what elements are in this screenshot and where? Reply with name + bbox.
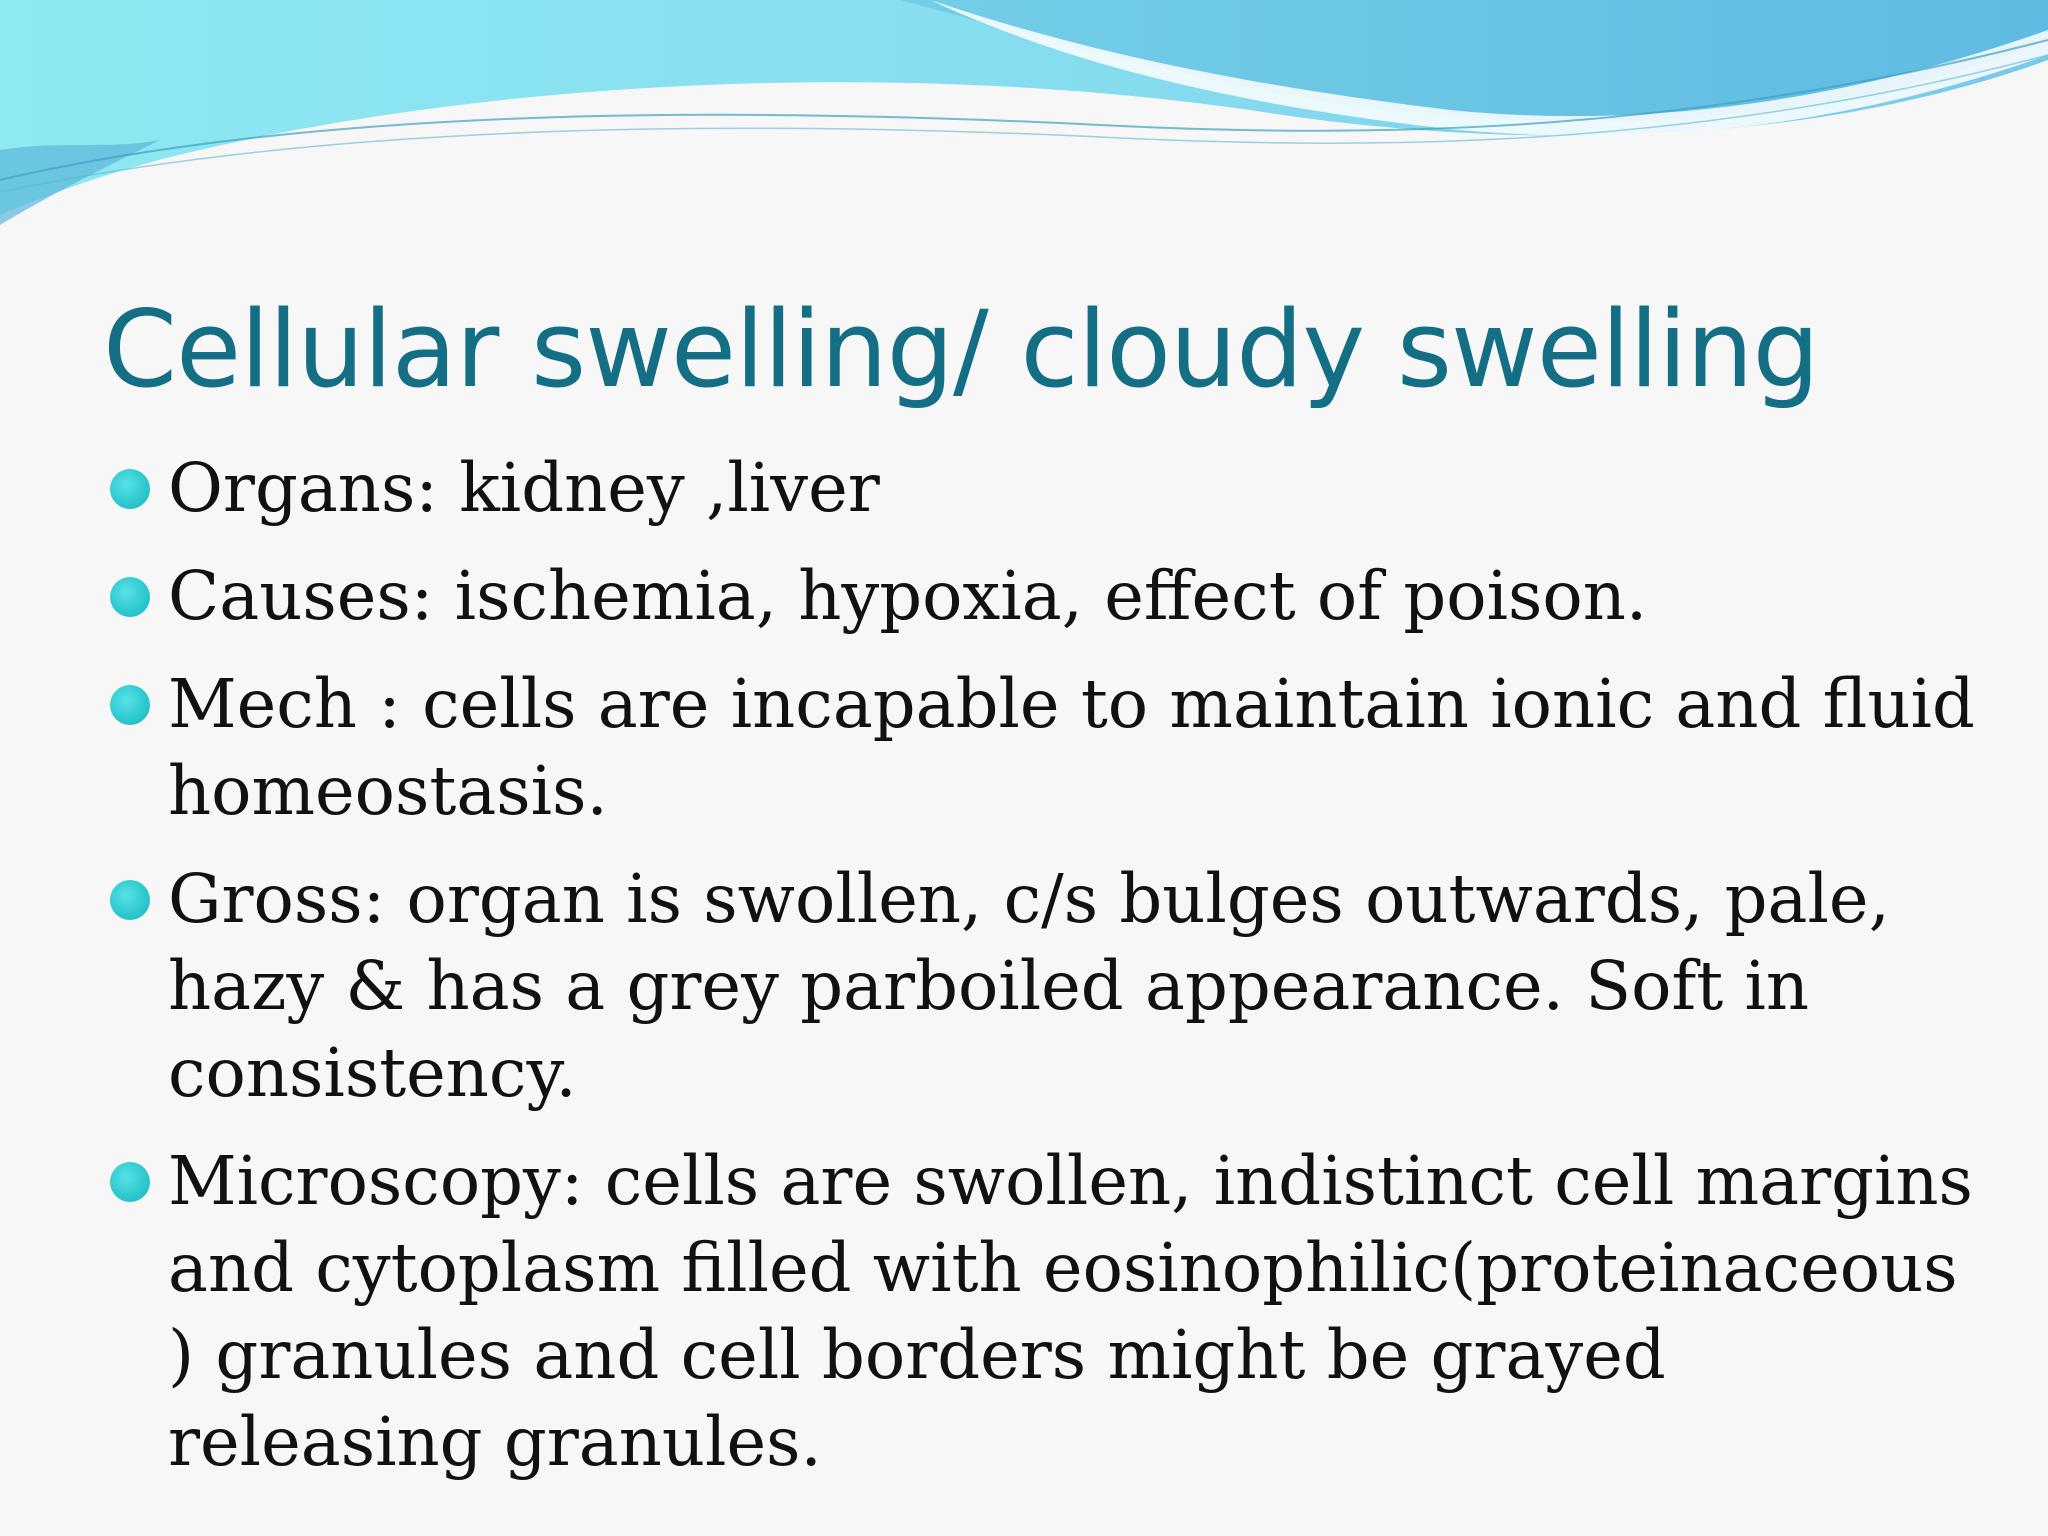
slide-title: Cellular swelling/ cloudy swelling [103,288,1819,411]
bullet-dot-icon [110,577,150,617]
bullet-dot-icon [110,469,150,509]
header-wave-decoration [0,0,2048,240]
bullet-item-mechanism [108,661,1988,835]
bullet-dot-icon [110,880,150,920]
bullet-text: Mech : cells are incapable to maintain ionic and fluid homeostasis. [168,665,1975,830]
bullet-list [108,445,1988,1507]
bullet-text: Microscopy: cells are swollen, indistinct cell margins and cytoplasm filled with eosinophilic(proteinaceous ) granules and cell borders might be grayed releasing granules. [168,1142,1973,1481]
bullet-item-gross [108,856,1988,1117]
bullet-text: Causes: ischemia, hypoxia, effect of poison. [168,557,1648,635]
bullet-item-microscopy [108,1138,1988,1486]
bullet-dot-icon [110,685,150,725]
bullet-item-causes [108,553,1988,640]
bullet-text: Gross: organ is swollen, c/s bulges outwards, pale, hazy & has a grey parboiled appearance. Soft in consistency. [168,860,1890,1112]
bullet-dot-icon [110,1162,150,1202]
bullet-item-organs [108,445,1988,532]
bullet-text: Organs: kidney ,liver [168,449,880,527]
